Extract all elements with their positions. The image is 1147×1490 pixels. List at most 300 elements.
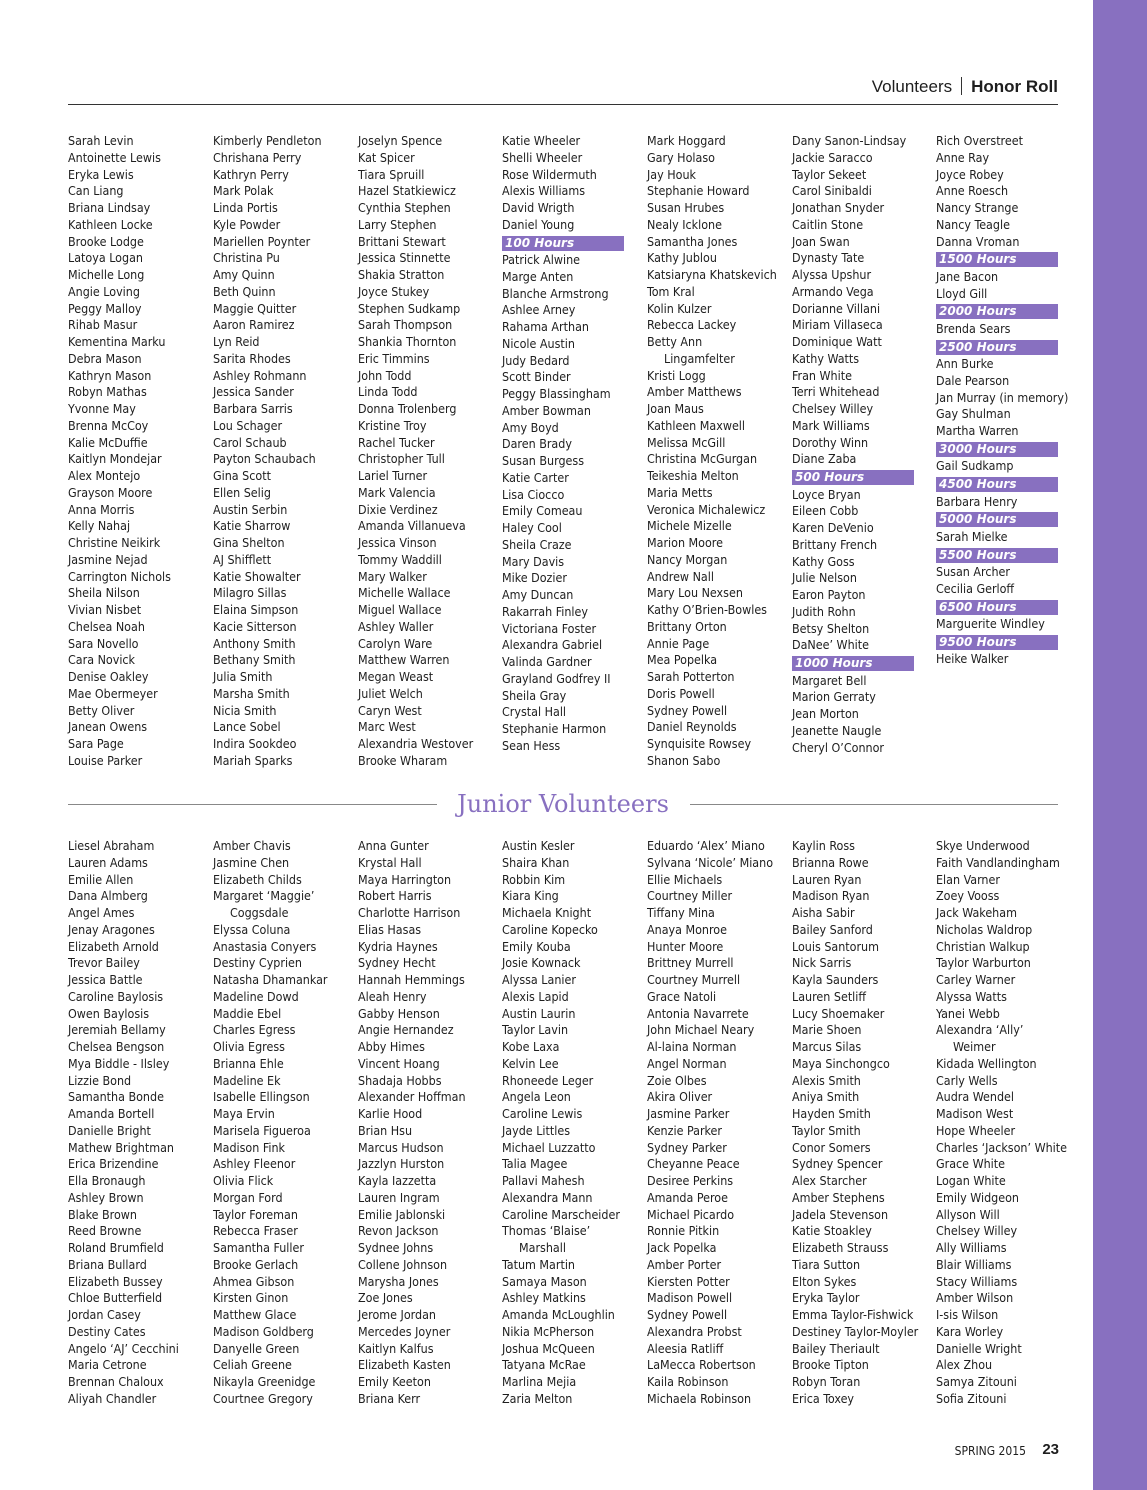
volunteer-name: Eileen Cobb [792,503,859,519]
volunteer-name: Jonathan Snyder [792,200,885,215]
volunteer-name: Lyn Reid [213,334,260,349]
volunteer-name: Kaylin Ross [792,838,855,853]
volunteer-name: Roland Brumfield [68,1240,164,1255]
volunteer-name: Miriam Villaseca [792,317,883,333]
volunteer-name: Karlie Hood [358,1106,423,1121]
volunteer-name: Ally Williams [936,1240,1007,1255]
volunteer-name: Eryka Lewis [68,166,134,182]
volunteer-name: Patrick Alwine [502,252,581,267]
volunteer-name: Rebecca Lackey [647,317,737,333]
volunteer-name: Carley Warner [936,972,1016,987]
volunteer-name: Allyson Will [936,1206,1000,1222]
volunteer-name: Daniel Young [502,216,575,232]
volunteer-name: Danielle Wright [936,1340,1022,1356]
volunteer-name: Daniel Reynolds [647,719,737,735]
volunteer-name: Krystal Hall [358,854,422,870]
volunteer-name: Jerome Jordan [358,1307,436,1322]
volunteer-name: Taylor Lavin [502,1022,569,1038]
volunteer-name: Jeremiah Bellamy [68,1022,166,1038]
volunteer-name: Sylvana ‘Nicole’ Miano [647,854,774,870]
volunteer-name: Danielle Bright [68,1122,151,1138]
volunteer-name: Mercedes Joyner [358,1323,451,1339]
honor-columns-7 [936,133,1076,668]
volunteer-name: Alexis Lapid [502,988,569,1004]
volunteer-name: Amber Stephens [792,1189,885,1205]
volunteer-name: Ashley Matkins [502,1290,586,1306]
volunteer-name: Courtney Miller [647,888,733,904]
volunteer-name: Jessica Vinson [358,535,437,550]
volunteer-name: Natasha Dhamankar [213,972,328,987]
volunteer-name: Grayland Godfrey II [502,670,611,686]
volunteer-name: Christine Neikirk [68,535,161,550]
volunteer-name: Zaria Melton [502,1390,573,1406]
volunteer-name: Collene Johnson [358,1256,448,1272]
volunteer-name: Anastasia Conyers [213,938,317,954]
volunteer-name: Kathy O’Brien-Bowles [647,602,767,617]
volunteer-name: Amy Quinn [213,267,275,282]
volunteer-name: Revon Jackson [358,1223,439,1239]
volunteer-name: Madeline Dowd [213,988,299,1004]
volunteer-name: Sean Hess [502,737,561,753]
volunteer-name: Nikia McPherson [502,1323,595,1339]
hours-tier-label: 5500 Hours [936,548,1058,563]
volunteer-name: Marisela Figueroa [213,1122,311,1138]
volunteer-name: Kiersten Potter [647,1273,730,1289]
volunteer-name: Maya Ervin [213,1106,275,1121]
volunteer-name: Carly Wells [936,1072,998,1088]
volunteer-name: Diane Zaba [792,451,857,467]
volunteer-name: Lauren Ryan [792,871,862,887]
volunteer-name: Brooke Wharam [358,752,448,768]
volunteer-name: Maggie Quitter [213,300,297,316]
volunteer-name: Ashley Waller [358,618,434,634]
volunteer-name: Kalie McDuffie [68,434,148,450]
volunteer-name: Juliet Welch [358,685,423,701]
volunteer-name: Julie Nelson [792,570,857,586]
volunteer-name: Taylor Warburton [936,955,1031,971]
volunteer-name: Gail Sudkamp [936,458,1014,474]
volunteer-name: Mariah Sparks [213,752,293,768]
volunteer-name: Annie Page [647,635,710,651]
volunteer-name: Haley Cool [502,520,562,535]
volunteer-name: Marguerite Windley [936,616,1045,631]
volunteer-name: Marlina Mejia [502,1374,577,1389]
volunteer-name: Alex Montejo [68,468,141,483]
volunteer-name: Marie Shoen [792,1022,862,1038]
volunteer-name: Liesel Abraham [68,838,155,853]
volunteer-name: Beth Quinn [213,283,276,299]
volunteer-name: Tom Kral [647,283,695,299]
volunteer-name: Nicholas Waldrop [936,921,1033,937]
volunteer-name: Nealy Icklone [647,216,722,232]
volunteer-name: Julia Smith [213,669,273,684]
volunteer-name: Marc West [358,719,416,735]
volunteer-name: Antoinette Lewis [68,149,161,165]
volunteer-name: Dynasty Tate [792,250,865,266]
volunteer-name: Sarita Rhodes [213,350,291,366]
volunteer-name: Victoriana Foster [502,620,597,636]
volunteer-name: Stephanie Howard [647,183,750,199]
volunteer-name: Mark Williams [792,417,870,433]
volunteer-name: Anaya Monroe [647,921,727,937]
volunteer-name: Ronnie Pitkin [647,1223,720,1239]
volunteer-name: Jessica Battle [68,972,143,987]
volunteer-name: Mark Valencia [358,484,436,500]
volunteer-name: Tatum Martin [502,1256,575,1272]
volunteer-name: Danyelle Green [213,1340,300,1356]
volunteer-name: Robyn Toran [792,1374,861,1389]
volunteer-name: Madison Fink [213,1139,285,1155]
volunteer-name: Payton Schaubach [213,451,316,467]
volunteer-name: Carol Sinibaldi [792,183,872,199]
volunteer-name: Rebecca Fraser [213,1223,298,1239]
volunteer-name: Amber Matthews [647,384,742,400]
volunteer-name: Tiara Sutton [792,1256,861,1272]
volunteer-name: Mary Walker [358,568,427,584]
volunteer-name: Kathleen Locke [68,216,153,232]
volunteer-name: Mark Polak [213,183,274,199]
volunteer-name: Destiney Taylor-Moyler [792,1323,919,1339]
volunteer-name: Christopher Tull [358,451,445,467]
volunteer-name: Trevor Bailey [68,955,140,971]
honor-columns-3 [358,133,498,770]
volunteer-name: Brittany Orton [647,618,727,634]
volunteer-name: Debra Mason [68,350,142,366]
volunteer-name: Courtney Murrell [647,972,741,987]
volunteer-name: Karen DeVenio [792,520,874,535]
volunteer-name: Kathryn Mason [68,367,152,383]
volunteer-name: Madison Ryan [792,888,870,904]
volunteer-name: Erica Toxey [792,1390,855,1406]
volunteer-name: Kenzie Parker [647,1122,722,1138]
junior-columns-7 [936,838,1076,1408]
volunteer-name: Jane Bacon [936,268,999,284]
volunteer-name: Aisha Sabir [792,905,855,920]
volunteer-name: Blake Brown [68,1206,137,1222]
volunteer-name: Marcus Silas [792,1039,862,1054]
volunteer-name: Linda Todd [358,384,418,400]
volunteer-name: DaNee’ White [792,637,869,653]
volunteer-name: Caroline Baylosis [68,988,164,1004]
volunteer-name: Nick Sarris [792,955,852,971]
volunteer-name: Tiara Spruill [358,166,425,182]
junior-columns-3 [358,838,498,1408]
volunteer-name: Melissa McGill [647,434,726,450]
volunteer-name: Nancy Morgan [647,551,728,567]
volunteer-name: Sarah Potterton [647,669,735,684]
volunteer-name: Matthew Warren [358,652,450,668]
volunteer-name: Owen Baylosis [68,1005,150,1021]
volunteer-name: I-sis Wilson [936,1307,999,1322]
volunteer-name: Elan Varner [936,871,1000,887]
volunteer-name: Lance Sobel [213,719,281,735]
volunteer-name: Kidada Wellington [936,1055,1037,1071]
volunteer-name: Janean Owens [68,719,148,735]
volunteer-name: Barbara Henry [936,493,1018,509]
purple-side-band [1093,0,1147,1490]
volunteer-name: Alexander Hoffman [358,1089,466,1105]
volunteer-name: Brenda Sears [936,320,1011,336]
hours-tier-label: 5000 Hours [936,512,1058,527]
volunteer-name: Loyce Bryan [792,486,861,502]
hours-tier-label: 3000 Hours [936,442,1058,457]
volunteer-name: Joan Maus [647,401,704,416]
hours-tier-label: 1500 Hours [936,252,1058,267]
volunteer-name: Emily Comeau [502,503,583,519]
page-number: 23 [1042,1441,1059,1458]
volunteer-name: Shanon Sabo [647,752,721,768]
volunteer-name: Destiny Cyprien [213,955,302,971]
volunteer-name: Jasmine Nejad [68,551,148,567]
volunteer-name: Angie Hernandez [358,1022,454,1038]
volunteer-name: Joan Swan [792,233,850,249]
volunteer-name: Mary Lou Nexsen [647,585,743,601]
volunteer-name: Amy Duncan [502,587,574,602]
volunteer-name: Joyce Robey [936,166,1004,182]
volunteer-name: Ashley Fleenor [213,1156,296,1172]
volunteer-name: Kacie Sitterson [213,618,297,634]
volunteer-name: Amy Boyd [502,419,559,435]
volunteer-name: Milagro Sillas [213,585,287,601]
volunteer-name: Fran White [792,367,852,383]
volunteer-name: Teikeshia Melton [647,468,739,483]
volunteer-name: Bailey Theriault [792,1340,880,1356]
volunteer-name: Amanda Villanueva [358,518,466,534]
volunteer-name: Lou Schager [213,417,283,433]
volunteer-name: Matthew Glace [213,1307,297,1322]
volunteer-name: Alexandra Mann [502,1189,593,1205]
volunteer-name: Rahama Arthan [502,319,589,334]
volunteer-name-continued: Lingamfelter [664,350,735,366]
volunteer-name: Lloyd Gill [936,285,988,301]
volunteer-name: Kathy Jublou [647,250,717,266]
volunteer-name: Josie Kownack [502,955,581,971]
volunteer-name: Jadela Stevenson [792,1206,889,1222]
volunteer-name: Olivia Flick [213,1173,274,1188]
volunteer-name: Jordan Casey [68,1307,141,1322]
volunteer-name: Sydnee Johns [358,1240,434,1255]
volunteer-name: Al-laina Norman [647,1039,737,1054]
volunteer-name: Linda Portis [213,200,278,215]
volunteer-name: Kayla Iazzetta [358,1173,437,1188]
volunteer-name: Marcus Hudson [358,1139,444,1155]
volunteer-name: Michael Luzzatto [502,1139,596,1155]
honor-columns-6 [792,133,932,756]
volunteer-name: Skye Underwood [936,838,1030,853]
volunteer-name: Austin Kesler [502,838,575,853]
volunteer-name: Kaila Robinson [647,1374,729,1389]
volunteer-name: Amber Wilson [936,1290,1014,1306]
volunteer-name: Anne Roesch [936,183,1009,199]
volunteer-name: Rachel Tucker [358,434,435,450]
volunteer-name: Talia Magee [502,1156,568,1172]
volunteer-name: Caroline Marscheider [502,1206,620,1222]
volunteer-name: Nicole Austin [502,335,575,351]
volunteer-name: Dixie Verdinez [358,501,438,517]
hours-tier-label: 6500 Hours [936,600,1058,615]
volunteer-name: Alexandra Gabriel [502,637,603,653]
volunteer-name: Elyssa Coluna [213,921,291,937]
volunteer-name: Lisa Ciocco [502,486,565,502]
volunteer-name: Elton Sykes [792,1273,857,1289]
volunteer-name: Jack Popelka [647,1240,717,1255]
volunteer-name: David Wrigth [502,200,575,215]
volunteer-name: Joshua McQueen [502,1340,595,1356]
volunteer-name: Alexis Smith [792,1072,861,1088]
volunteer-name: Lauren Ingram [358,1189,440,1205]
volunteer-name: Sydney Powell [647,702,728,718]
volunteer-name: Hayden Smith [792,1106,871,1121]
volunteer-name: Eric Timmins [358,350,430,366]
volunteer-name: Grace White [936,1156,1005,1172]
volunteer-name: Marion Gerraty [792,689,876,705]
honor-columns-1 [68,133,208,770]
volunteer-name: Sarah Thompson [358,317,453,333]
volunteer-name: Destiny Cates [68,1323,146,1339]
junior-columns-2 [213,838,353,1408]
volunteer-name: Michelle Wallace [358,585,451,601]
volunteer-name: Chelsea Bengson [68,1039,165,1054]
volunteer-name: Celiah Greene [213,1357,292,1373]
volunteer-name: Thomas ‘Blaise’ [502,1223,591,1239]
volunteer-name: Tiffany Mina [647,905,715,920]
volunteer-name: Mariellen Poynter [213,233,311,249]
junior-columns-1 [68,838,208,1408]
volunteer-name: Aniya Smith [792,1089,860,1105]
volunteer-name: Denise Oakley [68,669,149,684]
volunteer-name: Alyssa Lanier [502,972,576,987]
volunteer-name: Lauren Setliff [792,988,867,1004]
volunteer-name: Elizabeth Bussey [68,1273,163,1289]
volunteer-name: Bethany Smith [213,652,296,668]
volunteer-name: Kiara King [502,888,559,904]
volunteer-name: Cecilia Gerloff [936,580,1015,596]
volunteer-name: Yanei Webb [936,1005,1000,1021]
volunteer-name: Indira Sookdeo [213,736,297,751]
volunteer-name: Sheila Craze [502,536,572,552]
volunteer-name: Tatyana McRae [502,1357,586,1373]
volunteer-name: Katsiaryna Khatskevich [647,267,777,282]
honor-columns-5 [647,133,787,770]
volunteer-name: Mary Davis [502,553,565,569]
volunteer-name: LaMecca Robertson [647,1357,756,1373]
volunteer-name: Morgan Ford [213,1189,283,1205]
volunteer-name: Samaya Mason [502,1273,587,1289]
volunteer-name: Mae Obermeyer [68,685,158,701]
volunteer-name: Stacy Williams [936,1273,1018,1289]
volunteer-name: Tommy Waddill [358,551,442,567]
volunteer-name: Kementina Marku [68,334,166,349]
volunteer-name: Hope Wheeler [936,1122,1016,1138]
volunteer-name: Yvonne May [68,401,136,416]
volunteer-name: Angel Norman [647,1055,727,1071]
volunteer-name: Betsy Shelton [792,620,870,636]
volunteer-name: Conor Somers [792,1139,871,1155]
volunteer-name: Dany Sanon-Lindsay [792,133,907,148]
hours-tier-label: 4500 Hours [936,477,1058,492]
volunteer-name: Samantha Fuller [213,1240,304,1255]
volunteer-name: Jeanette Naugle [792,722,882,738]
volunteer-name: Kyle Powder [213,216,281,232]
volunteer-name: Nikayla Greenidge [213,1374,316,1389]
volunteer-name: Sara Novello [68,635,139,651]
volunteer-name: Stephanie Harmon [502,721,607,736]
header-section: Volunteers [871,77,953,96]
volunteer-name: Blanche Armstrong [502,285,609,301]
volunteer-name: Jan Murray (in memory) [936,389,1069,405]
hours-tier-label: 2000 Hours [936,304,1058,319]
volunteer-name: Alex Zhou [936,1357,993,1373]
volunteer-name: Lizzie Bond [68,1072,132,1088]
volunteer-name: Sydney Hecht [358,955,436,971]
volunteer-name: Lariel Turner [358,468,428,483]
volunteer-name: Abby Himes [358,1039,425,1054]
hours-tier-label: 500 Hours [792,470,914,485]
volunteer-name: Aaron Ramirez [213,317,295,333]
volunteer-name: Austin Serbin [213,501,288,517]
volunteer-name: Zoey Vooss [936,888,1000,904]
volunteer-name: Brianna Rowe [792,854,869,870]
volunteer-name: Kobe Laxa [502,1039,560,1054]
volunteer-name: Anna Gunter [358,838,429,853]
volunteer-name: Brianna Ehle [213,1055,284,1071]
volunteer-name: Michelle Long [68,267,145,282]
volunteer-name: Scott Binder [502,369,571,385]
volunteer-name: Danna Vroman [936,233,1020,249]
volunteer-name: Nancy Teagle [936,216,1010,232]
volunteer-name: Brooke Gerlach [213,1256,299,1272]
volunteer-name: Jasmine Parker [647,1106,730,1121]
volunteer-name: Elaina Simpson [213,602,299,617]
volunteer-name: Sara Page [68,736,124,751]
volunteer-name: Brenna McCoy [68,417,149,433]
volunteer-name: Robyn Mathas [68,384,147,400]
volunteer-name: Valinda Gardner [502,654,592,669]
volunteer-name: Cheryl O’Connor [792,739,884,755]
volunteer-name: Kathleen Maxwell [647,417,745,433]
volunteer-name: Briana Lindsay [68,200,151,215]
volunteer-name: Vincent Hoang [358,1055,440,1071]
header-divider [961,77,962,95]
volunteer-name: Rich Overstreet [936,133,1023,148]
volunteer-name: Elizabeth Childs [213,871,302,887]
volunteer-name: Marion Moore [647,535,723,550]
volunteer-name: Ashley Rohmann [213,367,307,383]
volunteer-name: Caroline Lewis [502,1106,583,1121]
volunteer-name: Maria Metts [647,484,713,500]
volunteer-name: Amanda Peroe [647,1189,728,1205]
volunteer-name: Shaira Khan [502,854,570,870]
volunteer-name: Jean Morton [792,706,859,721]
header-title-group [872,76,1058,98]
volunteer-name: Briana Bullard [68,1256,147,1272]
volunteer-name: Robbin Kim [502,871,566,887]
volunteer-name: Hazel Statkiewicz [358,183,456,199]
volunteer-name: Jack Wakeham [936,905,1017,920]
volunteer-name: Angie Loving [68,283,140,299]
volunteer-name: Jasmine Chen [213,854,290,870]
volunteer-name: Aleah Henry [358,988,427,1004]
volunteer-name: Taylor Foreman [213,1206,298,1222]
volunteer-name: Synquisite Rowsey [647,736,752,751]
volunteer-name: Mark Hoggard [647,133,726,148]
volunteer-name: Jayde Littles [502,1122,570,1138]
volunteer-name: Anne Ray [936,149,990,165]
volunteer-name: Amber Bowman [502,402,591,418]
volunteer-name: Latoya Logan [68,250,143,266]
volunteer-name: Louis Santorum [792,938,879,954]
honor-columns-2 [213,133,353,770]
